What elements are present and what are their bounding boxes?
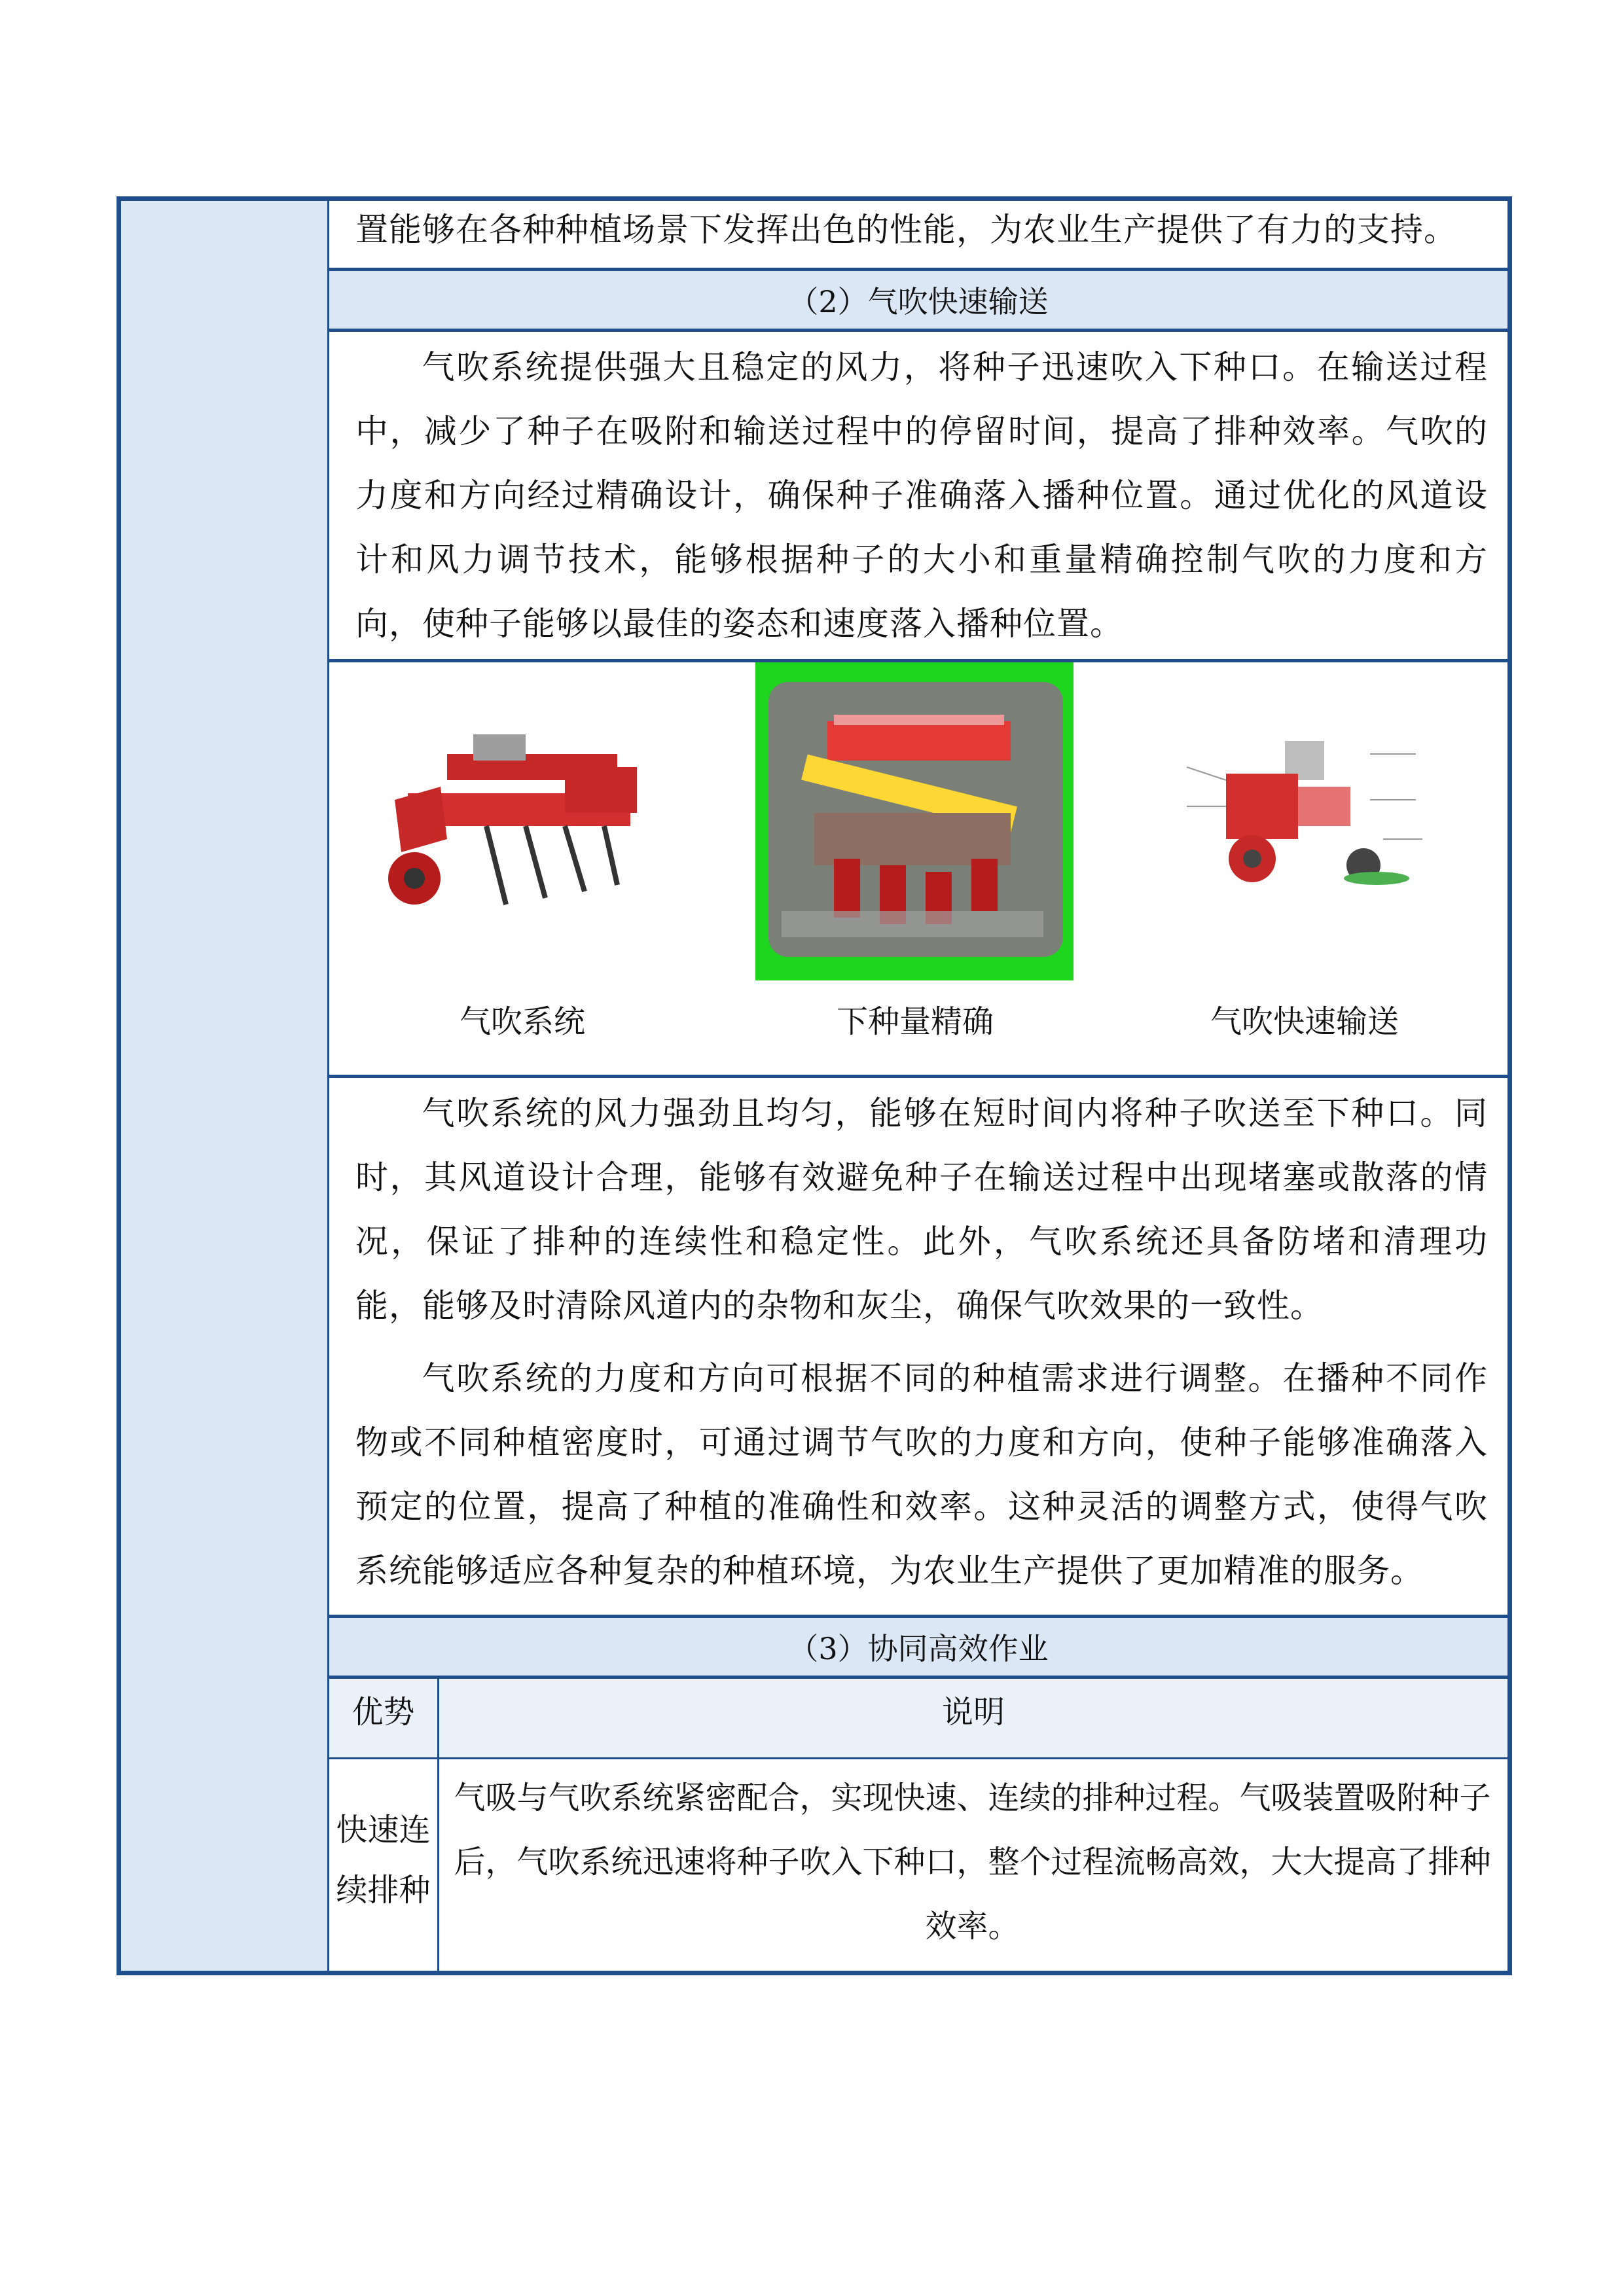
description-cell: 气吸与气吹系统紧密配合，实现快速、连续的排种过程。气吸装置吸附种子后，气吹系统迅速将种子吹入下种口，整个过程流畅高效，大大提高了排种效率。	[454, 1780, 1491, 1945]
paragraph-3	[329, 1081, 1507, 1336]
figure-row	[329, 662, 1507, 1075]
continuation-text	[329, 201, 1507, 266]
section3-title: （3）协同高效作业	[788, 1631, 1049, 1666]
seeder-on-green-image	[755, 662, 1074, 980]
paragraph-4-text: 气吹系统的力度和方向可根据不同的种植需求进行调整。在播种不同作物或不同种植密度时，可通过调节气吹的力度和方向，使种子能够准确落入预定的位置，提高了种植的准确性和效率。这种灵活的调整方式，使得气吹系统能够适应各种复杂的种植环境，为农业生产提供了更加精准的服务。	[355, 1359, 1488, 1590]
section2-paragraph-text: 气吹系统提供强大且稳定的风力，将种子迅速吹入下种口。在输送过程中，减少了种子在吸附和输送过程中的停留时间，提高了排种效率。气吹的力度和方向经过精确设计，确保种子准确落入播种位置。通过优化的风道设计和风力调节技术，能够根据种子的大小和重量精确控制气吹的力度和方向，使种子能够以最佳的姿态和速度落入播种位置。	[355, 348, 1488, 643]
header-advantage: 优势	[352, 1694, 415, 1731]
section-header	[329, 271, 1507, 329]
divider	[329, 329, 1507, 332]
continuation-line: 置能够在各种种植场景下发挥出色的性能，为农业生产提供了有力的支持。	[355, 211, 1457, 249]
figure-caption-3: 气吹快速输送	[1210, 1003, 1399, 1040]
advantage-line-1: 快速连	[336, 1812, 431, 1848]
seeder-diagram-image	[1174, 728, 1435, 911]
table-row	[329, 1759, 1507, 1975]
figure-caption-1: 气吹系统	[459, 1003, 585, 1040]
divider	[329, 1075, 1507, 1078]
document-frame	[117, 196, 1512, 1975]
section2-title: （2）气吹快速输送	[788, 284, 1049, 319]
red-seeder-image	[369, 702, 670, 937]
section-header	[329, 1618, 1507, 1676]
advantage-line-2: 续排种	[336, 1872, 431, 1909]
figure-caption-2: 下种量精确	[836, 1003, 994, 1040]
left-label-column	[121, 201, 329, 1971]
subtable-header-row	[329, 1679, 1507, 1757]
paragraph-4	[329, 1346, 1507, 1608]
advantage-cell	[329, 1800, 437, 1920]
paragraph-3-text: 气吹系统的风力强劲且均匀，能够在短时间内将种子吹送至下种口。同时，其风道设计合理，能够有效避免种子在输送过程中出现堵塞或散落的情况，保证了排种的连续性和稳定性。此外，气吹系统还具备防堵和清理功能，能够及时清除风道内的杂物和灰尘，确保气吹效果的一致性。	[355, 1094, 1488, 1325]
header-description: 说明	[941, 1694, 1005, 1731]
